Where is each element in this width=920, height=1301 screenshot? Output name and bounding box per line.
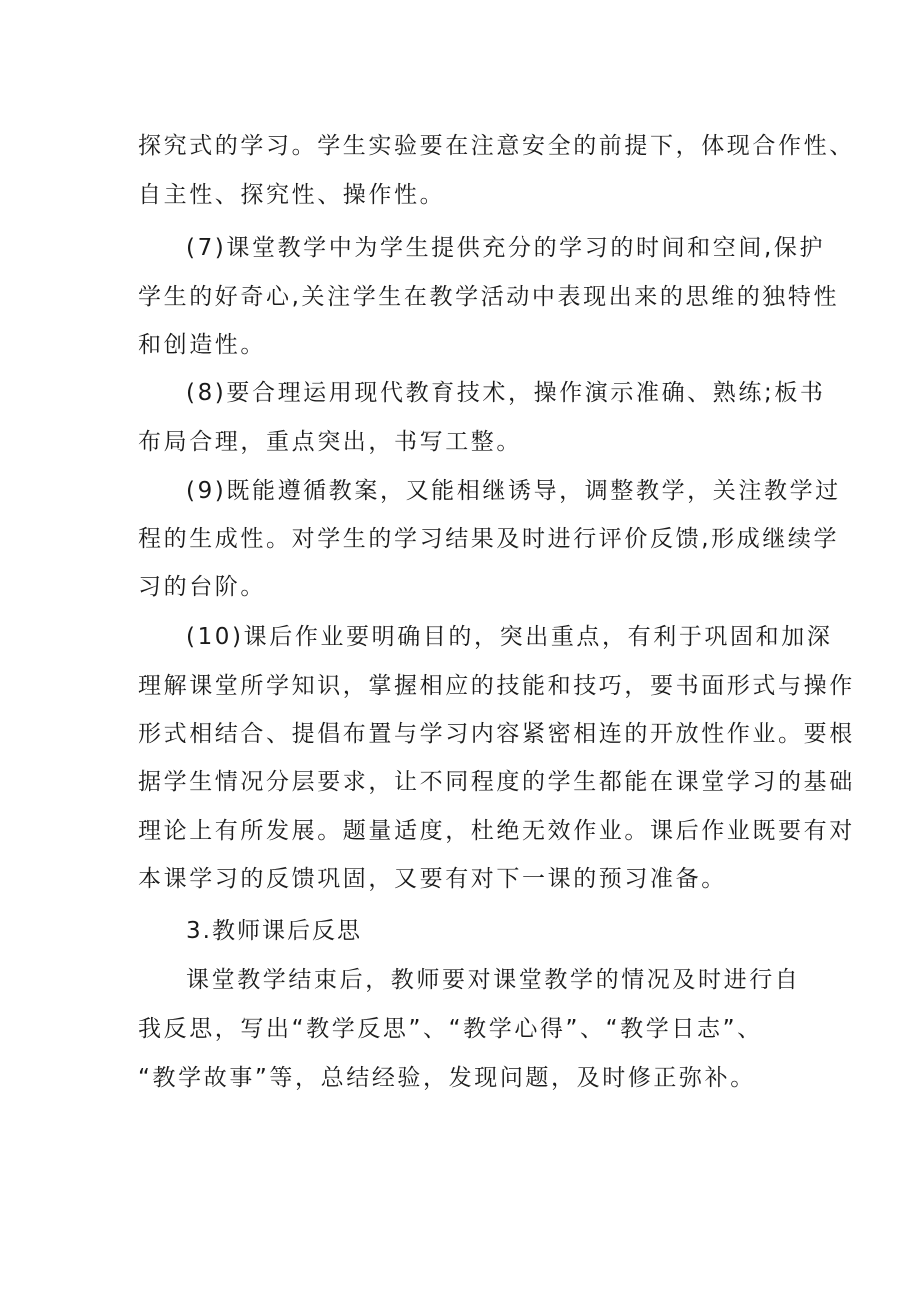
text-line: 形式相结合、提倡布置与学习内容紧密相连的开放性作业。要根	[138, 721, 855, 747]
text-line: 学生的好奇心,关注学生在教学活动中表现出来的思维的独特性	[138, 284, 840, 310]
text-line: 布局合理，重点突出，书写工整。	[138, 429, 522, 455]
text-line: 本课学习的反馈巩固，又要有对下一课的预习准备。	[138, 866, 727, 892]
paragraph-start-line: (7)课堂教学中为学生提供充分的学习的时间和空间,保护	[186, 235, 826, 261]
text-line: 自主性、探究性、操作性。	[138, 182, 446, 208]
text-line: 和创造性。	[138, 332, 266, 358]
text-line: 据学生情况分层要求，让不同程度的学生都能在课堂学习的基础	[138, 769, 855, 795]
text-line: 我反思，写出“教学反思”、“教学心得”、“教学日志”、	[138, 1016, 763, 1042]
paragraph-start-line: (9)既能遵循教案，又能相继诱导，调整教学，关注教学过	[186, 478, 841, 504]
text-line: 习的台阶。	[138, 574, 266, 600]
text-line: “教学故事”等，总结经验，发现问题，及时修正弥补。	[138, 1065, 756, 1091]
paragraph-start-line: (10)课后作业要明确目的，突出重点，有利于巩固和加深	[186, 624, 833, 650]
text-line: 探究式的学习。学生实验要在注意安全的前提下，体现合作性、	[138, 133, 855, 159]
section-heading: 3.教师课后反思	[186, 918, 362, 944]
text-line: 理论上有所发展。题量适度，杜绝无效作业。课后作业既要有对	[138, 818, 855, 844]
paragraph-start-line: (8)要合理运用现代教育技术，操作演示准确、熟练;板书	[186, 380, 826, 406]
text-line: 理解课堂所学知识，掌握相应的技能和技巧，要书面形式与操作	[138, 673, 855, 699]
paragraph-start-line: 课堂教学结束后，教师要对课堂教学的情况及时进行自	[186, 967, 801, 993]
text-line: 程的生成性。对学生的学习结果及时进行评价反馈,形成继续学	[138, 526, 840, 552]
